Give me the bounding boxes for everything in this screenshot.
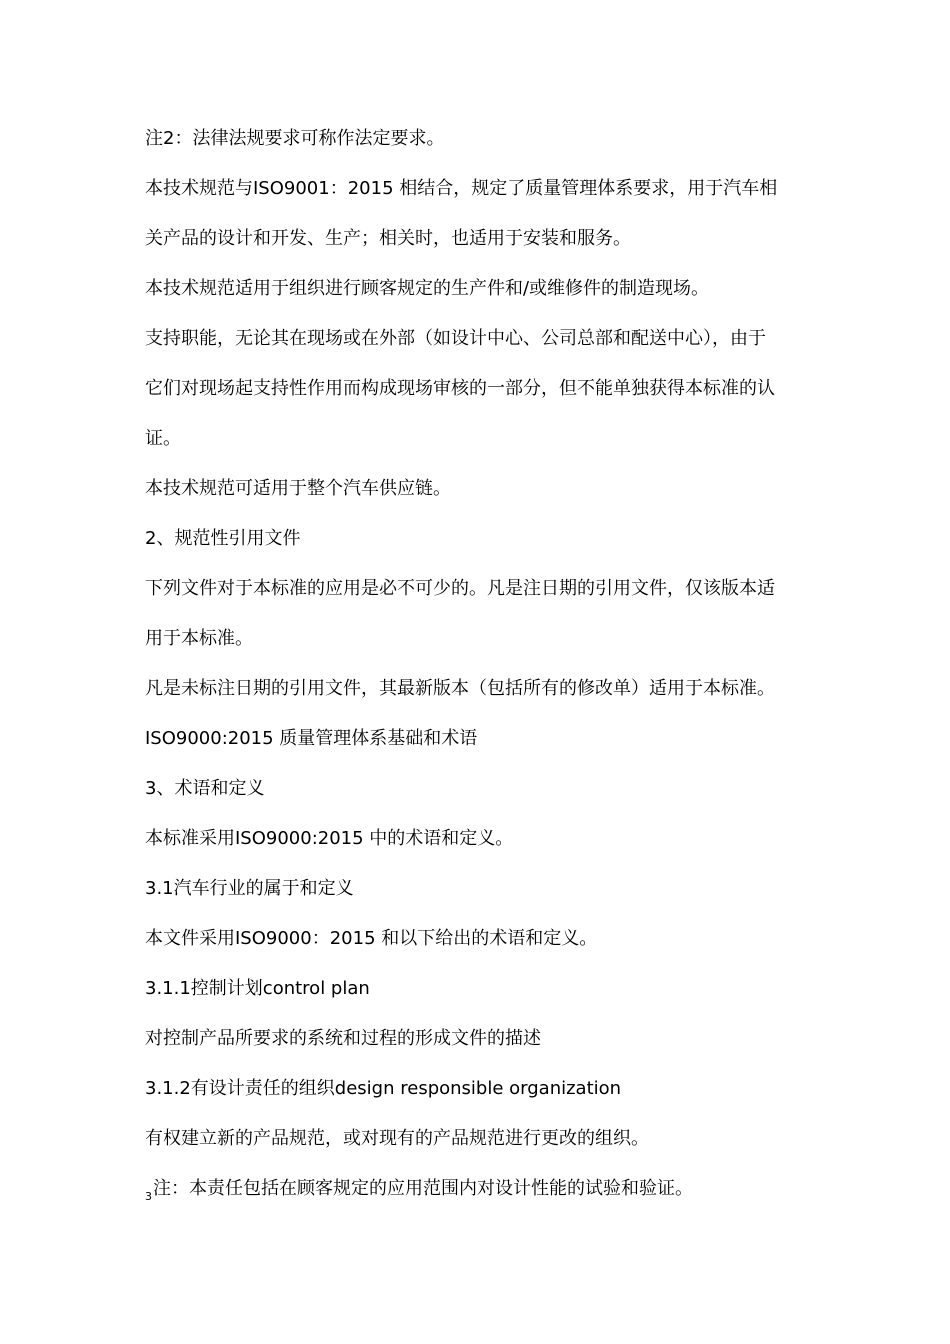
paragraph-line: 它们对现场起支持性作用而构成现场审核的一部分，但不能单独获得本标准的认 xyxy=(145,378,775,399)
section-heading: 3、术语和定义 xyxy=(145,778,265,799)
paragraph-line: 本技术规范与ISO9001：2015 相结合，规定了质量管理体系要求，用于汽车相 xyxy=(145,178,778,199)
paragraph-line: 支持职能，无论其在现场或在外部（如设计中心、公司总部和配送中心），由于 xyxy=(145,328,766,349)
note-marker: 3 xyxy=(145,1190,152,1203)
paragraph-line: 本文件采用ISO9000：2015 和以下给出的术语和定义。 xyxy=(145,928,598,949)
paragraph-line: 本标准采用ISO9000:2015 中的术语和定义。 xyxy=(145,828,514,849)
term-heading: 3.1.2有设计责任的组织design responsible organization xyxy=(145,1078,622,1099)
paragraph-line: 凡是未标注日期的引用文件，其最新版本（包括所有的修改单）适用于本标准。 xyxy=(145,678,775,699)
term-heading: 3.1.1控制计划control plan xyxy=(145,978,370,999)
paragraph-line: 下列文件对于本标准的应用是必不可少的。凡是注日期的引用文件，仅该版本适 xyxy=(145,578,775,599)
section-heading: 2、规范性引用文件 xyxy=(145,528,301,549)
subsection-heading: 3.1汽车行业的属于和定义 xyxy=(145,878,354,899)
paragraph-line: 用于本标准。 xyxy=(145,628,253,649)
reference-line: ISO9000:2015 质量管理体系基础和术语 xyxy=(145,728,478,749)
paragraph-line: 关产品的设计和开发、生产；相关时，也适用于安装和服务。 xyxy=(145,228,631,249)
term-definition: 有权建立新的产品规范，或对现有的产品规范进行更改的组织。 xyxy=(145,1128,649,1149)
note-text: 注：本责任包括在顾客规定的应用范围内对设计性能的试验和验证。 xyxy=(153,1178,693,1199)
paragraph-line: 本技术规范可适用于整个汽车供应链。 xyxy=(145,478,451,499)
term-definition: 对控制产品所要求的系统和过程的形成文件的描述 xyxy=(145,1028,541,1049)
paragraph-line: 证。 xyxy=(145,428,181,449)
paragraph-line: 本技术规范适用于组织进行顾客规定的生产件和/或维修件的制造现场。 xyxy=(145,278,710,299)
note-2-line: 注2：法律法规要求可称作法定要求。 xyxy=(145,128,445,149)
note-line xyxy=(145,1176,825,1210)
